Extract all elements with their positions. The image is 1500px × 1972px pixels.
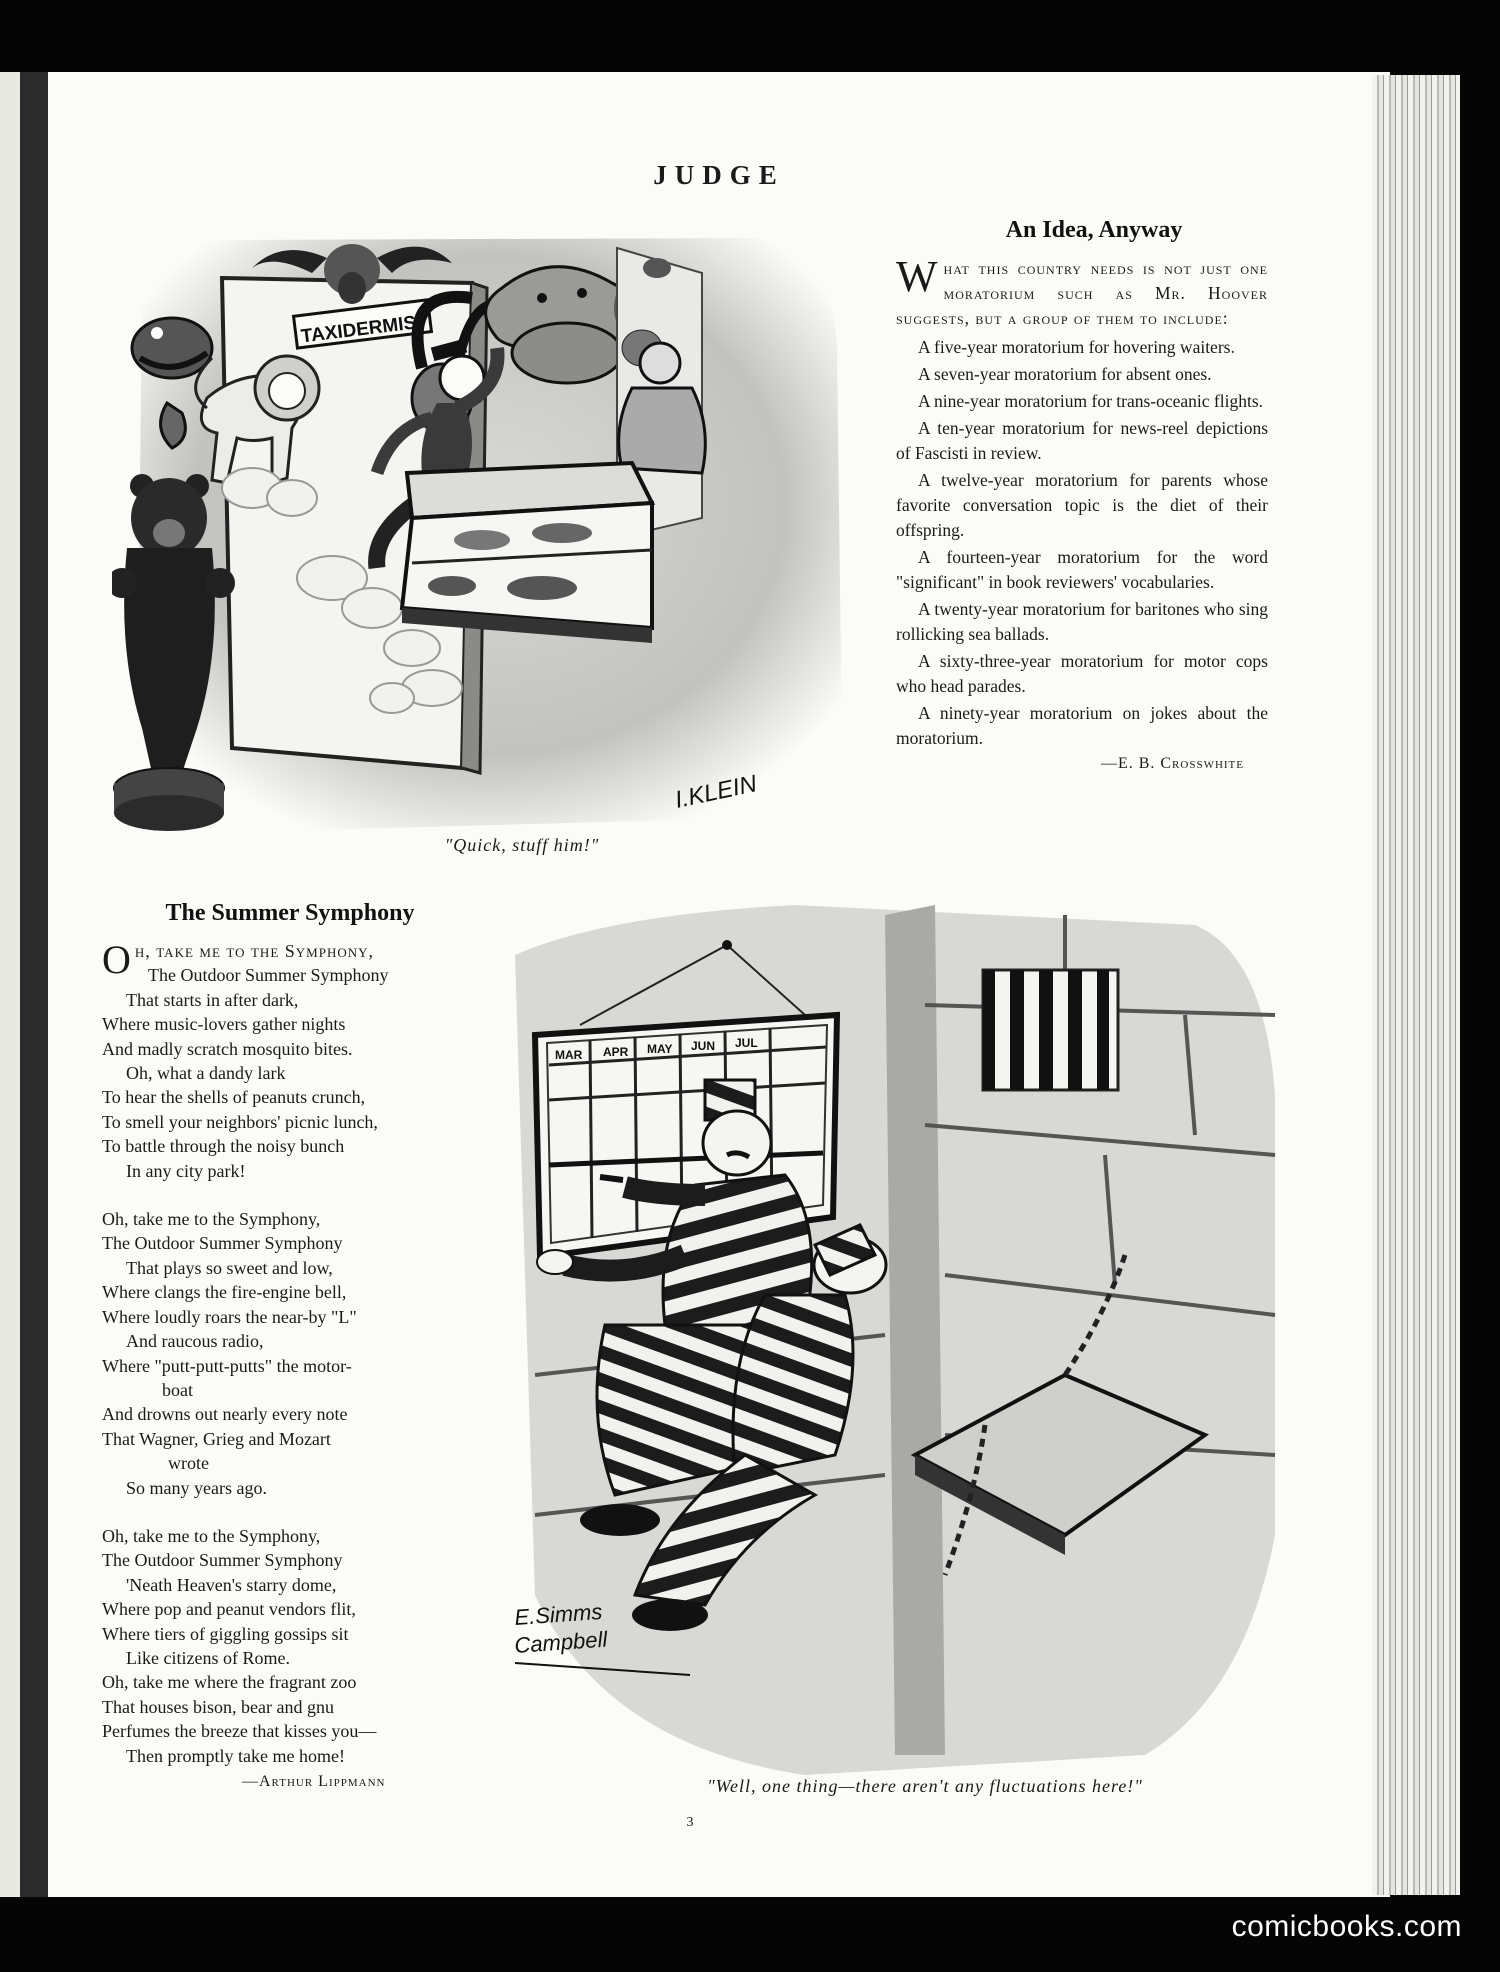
poem-line: Where music-lovers gather nights [102, 1014, 346, 1035]
summer-symphony-poem [102, 939, 482, 1794]
cell-corner-shadow [885, 905, 945, 1755]
poem-line: Like citizens of Rome. [126, 1647, 290, 1668]
idea-paragraph: A sixty-three-year moratorium for motor cops who head parades. [896, 651, 1268, 696]
magazine-masthead: JUDGE [653, 160, 785, 190]
poem-line: Where pop and peanut vendors flit, [102, 1599, 356, 1620]
poem-line: Then promptly take me home! [126, 1745, 345, 1766]
poem-line: The Outdoor Summer Symphony [102, 1233, 343, 1254]
idea-title: An Idea, Anyway [1005, 217, 1183, 243]
idea-article [896, 252, 1268, 776]
chart-month-label: JUL [735, 1036, 758, 1050]
taxidermist-cartoon [112, 228, 852, 838]
poem-line: wrote [168, 1453, 209, 1474]
idea-opening: hat this country needs is not just one moratorium such as Mr. Hoover suggests, but a group of them to include: [896, 258, 1268, 328]
artist-signature-campbell-1: E.Simms [513, 1598, 604, 1630]
poem-line: The Outdoor Summer Symphony [102, 1550, 343, 1571]
poem-line: In any city park! [126, 1160, 246, 1181]
left-page-edge [0, 72, 48, 1897]
poem-line: And drowns out nearly every note [102, 1404, 348, 1425]
poem-line: Where loudly roars the near-by "L" [102, 1306, 357, 1327]
poem-line: And raucous radio, [126, 1331, 264, 1352]
taxidermist-sign-text: TAXIDERMIST [299, 311, 429, 348]
poem-line: And madly scratch mosquito bites. [102, 1038, 353, 1059]
site-watermark: comicbooks.com [1231, 1910, 1462, 1943]
idea-paragraph: A ninety-year moratorium on jokes about the moratorium. [896, 703, 1268, 748]
poem-line: To smell your neighbors' picnic lunch, [102, 1111, 378, 1132]
poem-line: That starts in after dark, [126, 989, 299, 1010]
chart-month-label: APR [603, 1045, 629, 1059]
poem-line: That Wagner, Grieg and Mozart [102, 1428, 331, 1449]
prison-cartoon [505, 895, 1290, 1785]
chart-month-label: JUN [691, 1039, 716, 1053]
poem-line: 'Neath Heaven's starry dome, [126, 1574, 337, 1595]
idea-paragraph: A twenty-year moratorium for baritones who sing rollicking sea ballads. [896, 599, 1268, 644]
poem-line: The Outdoor Summer Symphony [148, 965, 389, 986]
poem-line: So many years ago. [126, 1477, 267, 1498]
idea-dropcap: W [896, 252, 938, 301]
poem-line: Oh, take me to the Symphony, [102, 1209, 321, 1230]
poem-author: —Arthur Lippmann [242, 1773, 386, 1790]
poem-line: To battle through the noisy bunch [102, 1136, 345, 1157]
idea-paragraph: A five-year moratorium for hovering waiters. [918, 337, 1235, 357]
idea-paragraph: A fourteen-year moratorium for the word "significant" in book reviewers' vocabularies. [896, 547, 1268, 592]
poem-line: boat [162, 1379, 193, 1400]
idea-author: —E. B. Crosswhite [1100, 755, 1244, 772]
poem-line: That houses bison, bear and gnu [102, 1696, 334, 1717]
poem-line: Where tiers of giggling gossips sit [102, 1623, 349, 1644]
poem-line: Where "putt-putt-putts" the motor- [102, 1355, 352, 1376]
display-case [402, 463, 652, 643]
poem-line: h, take me to the Symphony, [134, 941, 375, 961]
taxidermist-caption: "Quick, stuff him!" [444, 835, 600, 855]
poem-line: Oh, take me to the Symphony, [102, 1525, 321, 1546]
barred-window [983, 970, 1118, 1090]
poem-title: The Summer Symphony [165, 900, 415, 926]
prison-caption: "Well, one thing—there aren't any fluctuations here!" [707, 1776, 1143, 1796]
poem-line: Oh, take me where the fragrant zoo [102, 1672, 357, 1693]
fish-trophy [132, 318, 212, 378]
artist-signature-klein: I.KLEIN [672, 770, 760, 814]
poem-line: Oh, what a dandy lark [126, 1063, 286, 1084]
poem-line: Perfumes the breeze that kisses you— [102, 1721, 377, 1742]
poem-line: That plays so sweet and low, [126, 1257, 333, 1278]
poem-line: To hear the shells of peanuts crunch, [102, 1087, 366, 1108]
idea-paragraph: A seven-year moratorium for absent ones. [918, 364, 1212, 384]
poem-line: Where clangs the fire-engine bell, [102, 1282, 347, 1303]
idea-paragraph: A ten-year moratorium for news-reel depictions of Fascisti in review. [896, 418, 1268, 463]
idea-paragraph: A nine-year moratorium for trans-oceanic flights. [918, 391, 1264, 411]
chart-month-label: MAR [555, 1048, 583, 1062]
artist-signature-campbell-2: Campbell [513, 1626, 609, 1658]
page-stack-edge [1372, 75, 1460, 1895]
page-number: 3 [686, 1815, 694, 1830]
poem-dropcap: O [102, 937, 131, 982]
chart-month-label: MAY [647, 1042, 673, 1056]
idea-paragraph: A twelve-year moratorium for parents whose favorite conversation topic is the diet of their offspring. [896, 470, 1268, 540]
